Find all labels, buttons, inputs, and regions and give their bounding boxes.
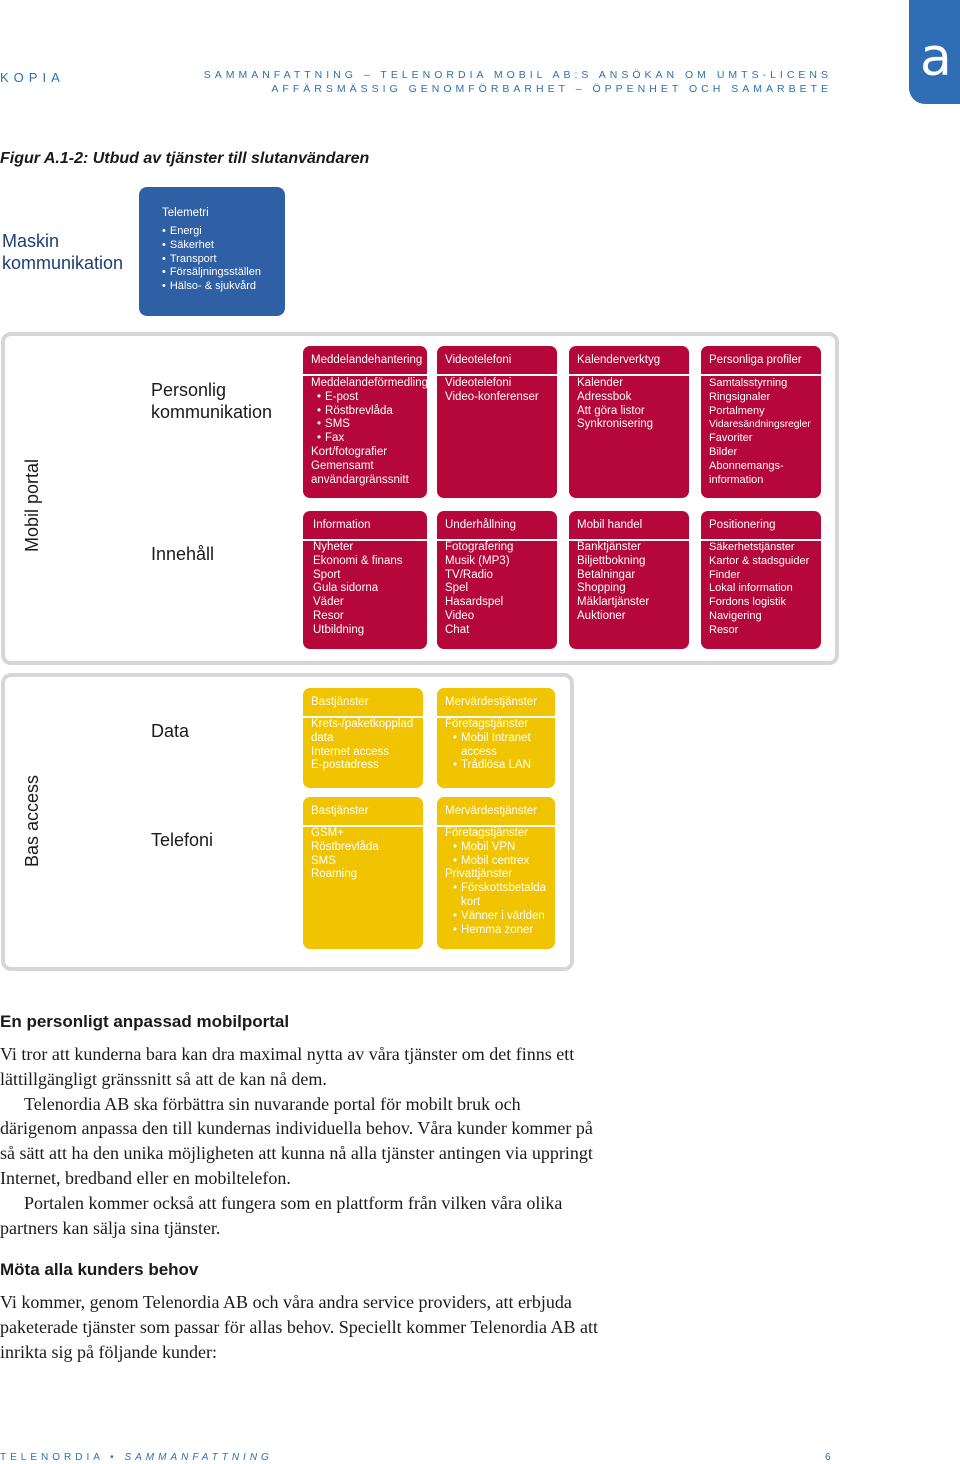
maskin-label [2, 230, 123, 274]
box-line: Spel [445, 582, 469, 595]
box-line: information [709, 473, 764, 486]
header-line-1: SAMMANFATTNING – TELENORDIA MOBIL AB:S ANSÖKAN OM UMTS-LICENS [203, 69, 832, 81]
box-line: Video [445, 609, 475, 622]
box-line: Röstbrevlåda [311, 840, 379, 853]
footer-company: TELENORDIA [0, 1452, 104, 1463]
box-body [311, 377, 428, 487]
telemetri-title: Telemetri [162, 207, 209, 219]
box-line: Privattjänster [445, 868, 513, 881]
section-tab [909, 0, 960, 104]
box-body [577, 541, 685, 624]
box-data-mervardestjanster [437, 688, 555, 788]
box-heading: Information [313, 519, 371, 531]
box-line: Nyheter [313, 541, 354, 553]
box-videotelefoni [437, 346, 557, 498]
list-item: • Energi [162, 225, 261, 239]
paragraph: Telenordia AB ska förbättra sin nuvarande portal för mobilt bruk och därigenom anpassa den till kundernas individuella behov. Våra kunder kommer på så sätt att ha den unika möjligheten att kunna nå alla tjänster antingen via uppringt Internet, bredband eller en mobiltelefon. [0, 1093, 593, 1188]
box-heading: Bastjänster [311, 805, 369, 817]
personlig-label-line1: Personlig [151, 380, 227, 400]
box-line: Säkerhetstjänster [709, 541, 795, 553]
box-line: Hasardspel [445, 596, 504, 609]
paragraph: Portalen kommer också att fungera som en plattform från vilken våra olika partners kan sälja sina tjänster. [0, 1192, 563, 1238]
box-line: Shopping [577, 582, 626, 595]
box-line: Fotografering [445, 541, 514, 553]
box-line: Samtalsstyrning [709, 377, 788, 389]
list-item: • Säkerhet [162, 239, 261, 253]
section2-body [0, 1290, 600, 1364]
box-line: Kartor & stadsguider [709, 554, 810, 567]
box-line: • E-post [311, 391, 423, 405]
box-line: • Mobil Intranet [445, 732, 551, 746]
box-line: Sport [313, 568, 341, 581]
box-line: Fordons logistik [709, 596, 787, 609]
box-heading: Mobil handel [577, 519, 643, 531]
box-line: Finder [709, 568, 741, 581]
box-line: • Trådlösa LAN [445, 759, 551, 773]
personlig-label-line2: kommunikation [151, 402, 273, 422]
box-line: Banktjänster [577, 541, 641, 553]
box-line: TV/Radio [445, 568, 493, 581]
box-line: • Röstbrevlåda [311, 405, 423, 419]
box-line: Roaming [311, 868, 358, 881]
box-line: • SMS [311, 418, 423, 432]
box-meddelandehantering [303, 346, 427, 498]
box-divider [701, 374, 821, 376]
paragraph: Vi tror att kunderna bara kan dra maximal nytta av våra tjänster om det finns ett lättillgängligt gränssnitt så att de kan nå dem. [0, 1044, 575, 1089]
box-heading: Personliga profiler [709, 354, 802, 366]
box-line: Ringsignaler [709, 390, 771, 403]
box-heading: Bastjänster [311, 696, 369, 708]
paragraph: Vi kommer, genom Telenordia AB och våra andra service providers, att erbjuda paketerade tjänster som passar för allas behov. Speciellt kommer Telenordia AB att inrikta sig på följande kunder: [0, 1292, 599, 1362]
box-line: • Vänner i världen [445, 910, 551, 924]
box-divider [303, 374, 427, 376]
box-line: access [461, 745, 497, 758]
telemetri-box [139, 187, 285, 316]
box-body [577, 377, 685, 432]
box-line: Adressbok [577, 390, 632, 403]
footer-label [0, 1452, 273, 1463]
box-line: Chat [445, 623, 470, 636]
box-line: SMS [311, 854, 336, 867]
box-line: Videotelefoni [445, 377, 512, 389]
box-line: Utbildning [313, 623, 365, 636]
box-line: användargränssnitt [311, 473, 409, 486]
section1-body [0, 1042, 600, 1240]
box-line: • Förskottsbetalda [445, 882, 551, 896]
box-line: Auktioner [577, 609, 626, 622]
box-line: Resor [709, 623, 739, 636]
box-line: • Mobil VPN [445, 841, 551, 855]
box-body [445, 718, 551, 773]
box-underhallning [437, 511, 557, 649]
box-body [445, 827, 551, 937]
telemetri-list [162, 225, 261, 294]
box-line: • Hemma zoner [445, 924, 551, 938]
box-line: Gemensamt [311, 459, 374, 472]
box-line: E-postadress [311, 759, 379, 772]
box-body [709, 377, 817, 487]
box-line: Resor [313, 609, 344, 622]
section2-heading: Möta alla kunders behov [0, 1260, 199, 1279]
box-line: Meddelandeförmedling [311, 377, 428, 389]
box-line: Video-konferenser [445, 390, 539, 403]
box-heading: Videotelefoni [445, 354, 512, 366]
box-body [709, 541, 817, 638]
box-information [303, 511, 427, 649]
footer-bullet: • [110, 1452, 118, 1463]
box-line: • Fax [311, 432, 423, 446]
section1-heading: En personligt anpassad mobilportal [0, 1012, 290, 1031]
maskin-label-line2: kommunikation [2, 253, 124, 273]
innehall-label: Innehåll [151, 544, 215, 564]
box-heading: Underhållning [445, 519, 516, 531]
box-body [313, 541, 423, 638]
box-heading: Meddelandehantering [311, 354, 423, 366]
box-line: data [311, 731, 334, 744]
box-line: Ekonomi & finans [313, 554, 403, 567]
box-line: Vidaresändningsregler [709, 419, 811, 431]
box-line: Musik (MP3) [445, 554, 510, 567]
box-mobil-handel [569, 511, 689, 649]
mobil-portal-label: Mobil portal [22, 458, 42, 552]
personlig-label [151, 379, 272, 423]
box-line: Internet access [311, 745, 389, 758]
box-line: Kalender [577, 377, 624, 389]
box-line: Portalmeny [709, 404, 765, 417]
box-line: Krets-/paketkopplad [311, 718, 414, 730]
box-line: Abonnemangs- [709, 459, 784, 472]
header-line-2: AFFÄRSMÄSSIG GENOMFÖRBARHET – ÖPPENHET OCH SAMARBETE [271, 83, 832, 95]
maskin-label-line1: Maskin [2, 231, 60, 251]
box-line: Företagstjänster [445, 718, 529, 730]
box-heading: Kalenderverktyg [577, 354, 661, 366]
bas-access-label: Bas access [22, 774, 42, 867]
list-item: • Transport [162, 253, 261, 267]
box-positionering [701, 511, 821, 649]
footer-section: SAMMANFATTNING [124, 1452, 273, 1463]
box-telefoni-mervardestjanster [437, 797, 555, 949]
box-line: Favoriter [709, 432, 753, 445]
box-line: Betalningar [577, 568, 636, 581]
box-personliga-profiler [701, 346, 821, 498]
box-kalenderverktyg [569, 346, 689, 498]
box-divider [569, 374, 689, 376]
page-number: 6 [825, 1452, 831, 1463]
box-heading: Mervärdestjänster [445, 696, 538, 708]
list-item: • Försäljningsställen [162, 266, 261, 280]
box-heading: Positionering [709, 519, 776, 531]
box-line: Mäklartjänster [577, 596, 650, 609]
kopia-label: KOPIA [0, 70, 65, 85]
box-line: Gula sidorna [313, 582, 379, 595]
telefoni-label: Telefoni [151, 830, 214, 850]
box-line: Lokal information [709, 582, 793, 595]
box-body [445, 541, 553, 638]
box-data-bastjanster [303, 688, 423, 788]
box-body [311, 827, 419, 882]
box-line: Navigering [709, 609, 762, 622]
box-line: • Mobil centrex [445, 855, 551, 869]
list-item: • Hälso- & sjukvård [162, 280, 261, 294]
box-line: Företagstjänster [445, 827, 529, 839]
box-line: Synkronisering [577, 418, 654, 431]
box-telefoni-bastjanster [303, 797, 423, 949]
box-line: kort [461, 895, 481, 908]
box-line: GSM+ [311, 827, 344, 839]
box-line: Biljettbokning [577, 554, 646, 567]
box-line: Bilder [709, 445, 738, 458]
section-tab-letter: a [920, 28, 952, 88]
data-label: Data [151, 721, 190, 741]
box-line: Väder [313, 596, 344, 609]
box-body [311, 718, 419, 773]
box-divider [437, 374, 557, 376]
box-line: Kort/fotografier [311, 445, 388, 458]
box-heading: Mervärdestjänster [445, 805, 538, 817]
box-body [445, 377, 553, 405]
figure-title: Figur A.1-2: Utbud av tjänster till slutanvändaren [0, 150, 370, 167]
box-line: Att göra listor [577, 404, 645, 417]
